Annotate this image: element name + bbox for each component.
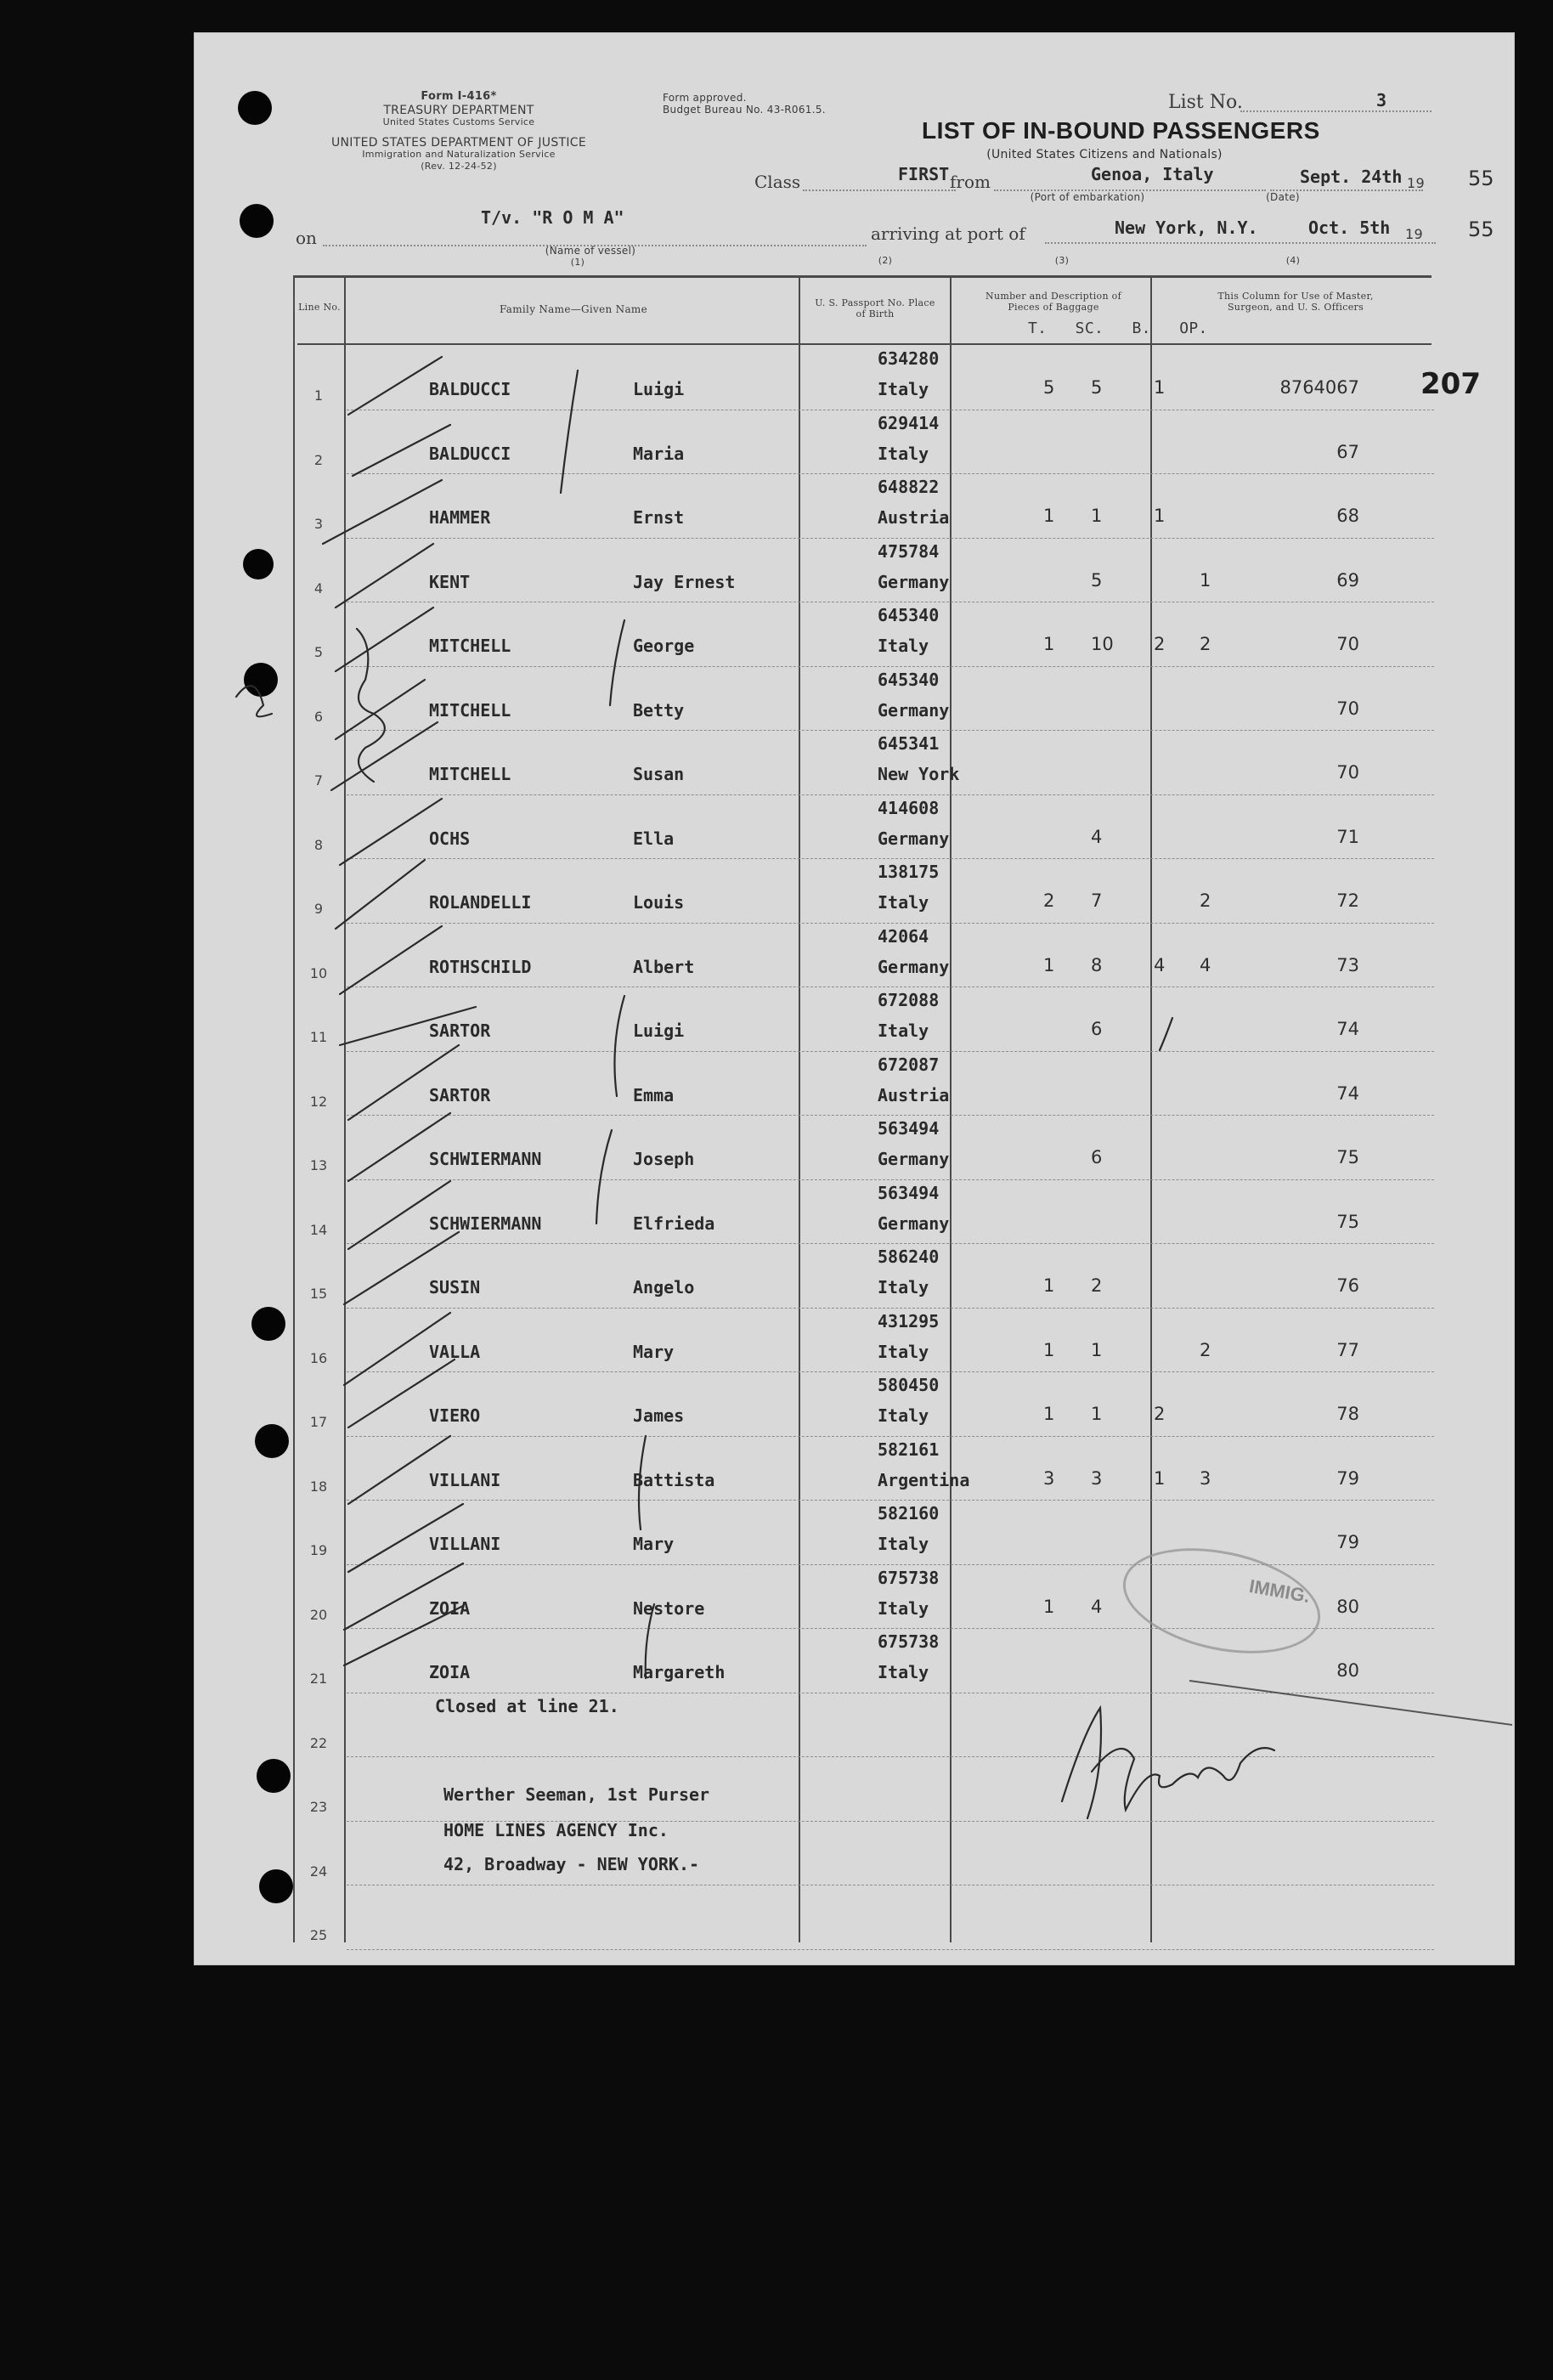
baggage-op: 1 bbox=[1200, 569, 1211, 591]
passport-number: 586240 bbox=[878, 1247, 940, 1267]
passport-number: 42064 bbox=[878, 925, 929, 947]
list-no-label: List No. bbox=[1168, 92, 1243, 113]
page-number: 207 bbox=[1420, 367, 1481, 401]
passport-number: 648822 bbox=[878, 477, 940, 497]
line-number: 8 bbox=[313, 836, 324, 853]
baggage-sc: 6 bbox=[1091, 1147, 1103, 1167]
family-name: MITCHELL bbox=[429, 699, 511, 721]
given-name: Albert bbox=[633, 956, 695, 977]
revision: (Rev. 12-24-52) bbox=[421, 161, 497, 172]
col-header-passport: U. S. Passport No. Place of Birth bbox=[815, 297, 935, 319]
given-name: Luigi bbox=[633, 379, 685, 399]
line-number: 13 bbox=[309, 1157, 328, 1173]
year-prefix-1: 19 bbox=[1407, 175, 1425, 191]
officer-column: 80 bbox=[1336, 1596, 1359, 1617]
form-approved: Form approved. bbox=[663, 92, 747, 104]
line-number: 24 bbox=[309, 1863, 328, 1880]
line-number: 14 bbox=[309, 1221, 328, 1238]
col-header-line-no: Line No. bbox=[298, 302, 341, 313]
year-prefix-2: 19 bbox=[1405, 226, 1423, 242]
family-name: SUSIN bbox=[429, 1277, 481, 1297]
agency-name: HOME LINES AGENCY Inc. bbox=[443, 1820, 669, 1840]
officer-column: 8764067 bbox=[1279, 377, 1359, 398]
baggage-b: 1 bbox=[1154, 1467, 1166, 1489]
line-number: 16 bbox=[309, 1349, 328, 1366]
col-header-officers: This Column for Use of Master, Surgeon, and U. S. Officers bbox=[1217, 291, 1374, 313]
given-name: Luigi bbox=[633, 1020, 685, 1041]
class-value: FIRST bbox=[898, 164, 950, 184]
caption-4: (4) bbox=[1285, 255, 1301, 266]
baggage-sc: 5 bbox=[1091, 569, 1103, 591]
given-name: Nestore bbox=[633, 1597, 705, 1619]
given-name: Jay Ernest bbox=[633, 571, 736, 592]
family-name: SARTOR bbox=[429, 1020, 491, 1041]
passport-number: 414608 bbox=[878, 797, 940, 818]
line-number: 12 bbox=[309, 1093, 328, 1110]
baggage-b: 4 bbox=[1154, 954, 1166, 975]
passport-number: 645340 bbox=[878, 605, 940, 625]
baggage-sc: 8 bbox=[1091, 954, 1103, 975]
line-number: 21 bbox=[309, 1671, 328, 1687]
officer-column: 73 bbox=[1336, 954, 1359, 975]
passport-number: 582161 bbox=[878, 1439, 940, 1460]
caption-2: (2) bbox=[878, 255, 893, 266]
passport-number: 431295 bbox=[878, 1310, 940, 1331]
officer-column: 76 bbox=[1336, 1275, 1359, 1296]
place-of-birth: Italy bbox=[878, 892, 929, 913]
place-of-birth: Italy bbox=[878, 379, 929, 399]
baggage-t: 1 bbox=[1043, 1596, 1055, 1617]
vessel-caption: (Name of vessel) bbox=[545, 245, 636, 257]
baggage-sc: 2 bbox=[1091, 1275, 1103, 1296]
family-name: ZOIA bbox=[429, 1597, 471, 1619]
line-number: 6 bbox=[313, 708, 324, 725]
line-number: 20 bbox=[309, 1606, 328, 1623]
family-name: MITCHELL bbox=[429, 764, 511, 784]
family-name: SARTOR bbox=[429, 1084, 491, 1105]
from-label: from bbox=[950, 172, 991, 192]
passport-number: 629414 bbox=[878, 412, 940, 433]
baggage-sc: 3 bbox=[1091, 1467, 1103, 1489]
place-of-birth: Italy bbox=[878, 1341, 929, 1362]
passport-number: 563494 bbox=[878, 1118, 940, 1139]
place-of-birth: Italy bbox=[878, 1020, 929, 1041]
page-subtitle: (United States Citizens and Nationals) bbox=[986, 148, 1223, 161]
date-embarkation: Sept. 24th bbox=[1300, 167, 1403, 187]
arriving-label: arriving at port of bbox=[871, 223, 1025, 244]
baggage-b: 2 bbox=[1154, 1404, 1166, 1424]
passport-number: 475784 bbox=[878, 540, 940, 562]
family-name: HAMMER bbox=[429, 507, 491, 528]
year-1: 55 bbox=[1468, 167, 1494, 190]
baggage-b: 2 bbox=[1154, 634, 1166, 654]
given-name: Maria bbox=[633, 443, 685, 464]
family-name: KENT bbox=[429, 571, 471, 592]
arrival-port: New York, N.Y. bbox=[1115, 218, 1258, 238]
line-number: 23 bbox=[309, 1799, 328, 1815]
line-number: 7 bbox=[313, 772, 324, 789]
line-number: 5 bbox=[313, 644, 324, 660]
purser-name: Werther Seeman, 1st Purser bbox=[443, 1784, 710, 1805]
baggage-op: 2 bbox=[1200, 634, 1211, 654]
given-name: Mary bbox=[633, 1341, 675, 1362]
family-name: ROTHSCHILD bbox=[429, 956, 532, 977]
customs-service: United States Customs Service bbox=[382, 116, 535, 127]
place-of-birth: Germany bbox=[878, 956, 950, 977]
place-of-birth: Germany bbox=[878, 828, 950, 849]
line-number: 4 bbox=[313, 579, 324, 596]
given-name: Joseph bbox=[633, 1149, 695, 1169]
baggage-t: 1 bbox=[1043, 1404, 1055, 1424]
given-name: Angelo bbox=[633, 1277, 695, 1297]
family-name: MITCHELL bbox=[429, 636, 511, 656]
arrival-date: Oct. 5th bbox=[1308, 218, 1391, 238]
place-of-birth: Italy bbox=[878, 1662, 929, 1682]
family-name: VALLA bbox=[429, 1341, 481, 1362]
caption-1: (1) bbox=[570, 257, 585, 268]
line-number: 19 bbox=[309, 1542, 328, 1558]
form-number: Form I-416* bbox=[421, 90, 497, 103]
line-number: 9 bbox=[313, 901, 324, 917]
line-number: 22 bbox=[309, 1734, 328, 1751]
port-embarkation: Genoa, Italy bbox=[1091, 164, 1214, 184]
officer-column: 80 bbox=[1336, 1660, 1359, 1681]
col-header-baggage-sub: T. SC. B. OP. bbox=[1028, 319, 1208, 337]
list-no-value: 3 bbox=[1376, 90, 1387, 110]
family-name: BALDUCCI bbox=[429, 379, 511, 399]
officer-column: 75 bbox=[1336, 1211, 1359, 1232]
place-of-birth: Germany bbox=[878, 1149, 950, 1169]
budget-bureau: Budget Bureau No. 43-R061.5. bbox=[663, 104, 826, 116]
line-number: 10 bbox=[309, 964, 328, 981]
caption-3: (3) bbox=[1054, 255, 1070, 266]
place-of-birth: Italy bbox=[878, 1277, 929, 1297]
line-number: 11 bbox=[309, 1029, 328, 1045]
family-name: ZOIA bbox=[429, 1662, 471, 1682]
given-name: Ernst bbox=[633, 507, 685, 528]
ins-service: Immigration and Naturalization Service bbox=[362, 149, 556, 160]
baggage-sc: 1 bbox=[1091, 1339, 1103, 1360]
place-of-birth: Germany bbox=[878, 699, 950, 721]
family-name: OCHS bbox=[429, 828, 471, 849]
passport-number: 672087 bbox=[878, 1054, 940, 1075]
port-caption: (Port of embarkation) bbox=[1030, 191, 1145, 203]
closed-note: Closed at line 21. bbox=[435, 1696, 619, 1716]
officer-column: 75 bbox=[1336, 1147, 1359, 1167]
place-of-birth: Italy bbox=[878, 636, 929, 656]
date-caption: (Date) bbox=[1266, 191, 1300, 203]
baggage-sc: 5 bbox=[1091, 377, 1103, 398]
passport-number: 645340 bbox=[878, 669, 940, 690]
passport-number: 675738 bbox=[878, 1567, 940, 1588]
officer-column: 72 bbox=[1336, 890, 1359, 911]
given-name: Emma bbox=[633, 1084, 675, 1105]
baggage-b: 1 bbox=[1154, 506, 1166, 526]
stamp-text: IMMIG. bbox=[1247, 1574, 1312, 1608]
place-of-birth: Italy bbox=[878, 1534, 929, 1554]
given-name: Margareth bbox=[633, 1662, 726, 1682]
baggage-sc: 10 bbox=[1091, 634, 1114, 654]
baggage-t: 1 bbox=[1043, 634, 1055, 654]
passport-number: 563494 bbox=[878, 1182, 940, 1203]
col-header-baggage: Number and Description of Pieces of Baggage bbox=[985, 291, 1121, 313]
class-label: Class bbox=[754, 172, 801, 192]
baggage-op: 4 bbox=[1200, 954, 1211, 975]
line-number: 25 bbox=[309, 1927, 328, 1943]
place-of-birth: Austria bbox=[878, 1084, 950, 1105]
baggage-sc: 1 bbox=[1091, 506, 1103, 526]
baggage-t: 1 bbox=[1043, 954, 1055, 975]
given-name: Susan bbox=[633, 764, 685, 784]
officer-column: 77 bbox=[1336, 1339, 1359, 1360]
passport-number: 582160 bbox=[878, 1503, 940, 1524]
baggage-t: 2 bbox=[1043, 890, 1055, 911]
officer-column: 79 bbox=[1336, 1467, 1359, 1489]
officer-column: 71 bbox=[1336, 826, 1359, 847]
passport-number: 138175 bbox=[878, 862, 940, 882]
line-number: 2 bbox=[313, 451, 324, 468]
given-name: Ella bbox=[633, 828, 675, 849]
place-of-birth: Austria bbox=[878, 507, 950, 528]
passport-number: 645341 bbox=[878, 733, 940, 754]
family-name: ROLANDELLI bbox=[429, 892, 532, 913]
family-name: VILLANI bbox=[429, 1469, 501, 1490]
baggage-sc: 4 bbox=[1091, 1596, 1103, 1617]
line-number: 18 bbox=[309, 1478, 328, 1495]
passport-number: 675738 bbox=[878, 1631, 940, 1652]
baggage-sc: 1 bbox=[1091, 1404, 1103, 1424]
baggage-t: 3 bbox=[1043, 1467, 1055, 1489]
officer-column: 70 bbox=[1336, 634, 1359, 654]
page-title: LIST OF IN-BOUND PASSENGERS bbox=[922, 117, 1320, 144]
given-name: James bbox=[633, 1405, 685, 1426]
line-number: 3 bbox=[313, 516, 324, 532]
given-name: Mary bbox=[633, 1534, 675, 1554]
family-name: BALDUCCI bbox=[429, 443, 511, 464]
passport-number: 634280 bbox=[878, 348, 940, 369]
family-name: VIERO bbox=[429, 1405, 481, 1426]
baggage-t: 1 bbox=[1043, 506, 1055, 526]
baggage-op: 3 bbox=[1200, 1467, 1211, 1489]
on-label: on bbox=[296, 228, 317, 248]
baggage-op: 2 bbox=[1200, 890, 1211, 911]
officer-column: 79 bbox=[1336, 1532, 1359, 1552]
place-of-birth: Italy bbox=[878, 443, 929, 464]
officer-column: 74 bbox=[1336, 1019, 1359, 1039]
passport-number: 580450 bbox=[878, 1375, 940, 1395]
place-of-birth: Germany bbox=[878, 571, 950, 592]
given-name: Elfrieda bbox=[633, 1213, 715, 1234]
given-name: Battista bbox=[633, 1469, 715, 1490]
officer-column: 70 bbox=[1336, 762, 1359, 783]
agency-address: 42, Broadway - NEW YORK.- bbox=[443, 1854, 700, 1874]
baggage-sc: 6 bbox=[1091, 1019, 1103, 1039]
baggage-b: 1 bbox=[1154, 377, 1166, 398]
family-name: VILLANI bbox=[429, 1534, 501, 1554]
officer-column: 70 bbox=[1336, 698, 1359, 719]
baggage-t: 1 bbox=[1043, 1339, 1055, 1360]
line-number: 1 bbox=[313, 387, 324, 404]
baggage-sc: 7 bbox=[1091, 890, 1103, 911]
place-of-birth: New York bbox=[878, 764, 960, 784]
vessel-name: T/v. "R O M A" bbox=[481, 207, 624, 228]
given-name: Betty bbox=[633, 699, 685, 721]
baggage-sc: 4 bbox=[1091, 826, 1103, 847]
given-name: George bbox=[633, 636, 695, 656]
place-of-birth: Germany bbox=[878, 1213, 950, 1234]
col-header-name: Family Name—Given Name bbox=[499, 303, 648, 315]
given-name: Louis bbox=[633, 892, 685, 913]
year-2: 55 bbox=[1468, 218, 1494, 241]
family-name: SCHWIERMANN bbox=[429, 1213, 542, 1234]
place-of-birth: Italy bbox=[878, 1405, 929, 1426]
place-of-birth: Italy bbox=[878, 1597, 929, 1619]
officer-column: 74 bbox=[1336, 1083, 1359, 1104]
baggage-t: 1 bbox=[1043, 1275, 1055, 1296]
officer-column: 78 bbox=[1336, 1404, 1359, 1424]
officer-column: 68 bbox=[1336, 506, 1359, 526]
treasury-dept: TREASURY DEPARTMENT bbox=[383, 104, 534, 117]
family-name: SCHWIERMANN bbox=[429, 1149, 542, 1169]
baggage-op: 2 bbox=[1200, 1339, 1211, 1360]
justice-dept: UNITED STATES DEPARTMENT OF JUSTICE bbox=[330, 136, 587, 150]
place-of-birth: Argentina bbox=[878, 1469, 970, 1490]
officer-column: 67 bbox=[1336, 441, 1359, 462]
passport-number: 672088 bbox=[878, 990, 940, 1010]
line-number: 17 bbox=[309, 1414, 328, 1430]
line-number: 15 bbox=[309, 1286, 328, 1302]
officer-column: 69 bbox=[1336, 569, 1359, 591]
baggage-t: 5 bbox=[1043, 377, 1055, 398]
